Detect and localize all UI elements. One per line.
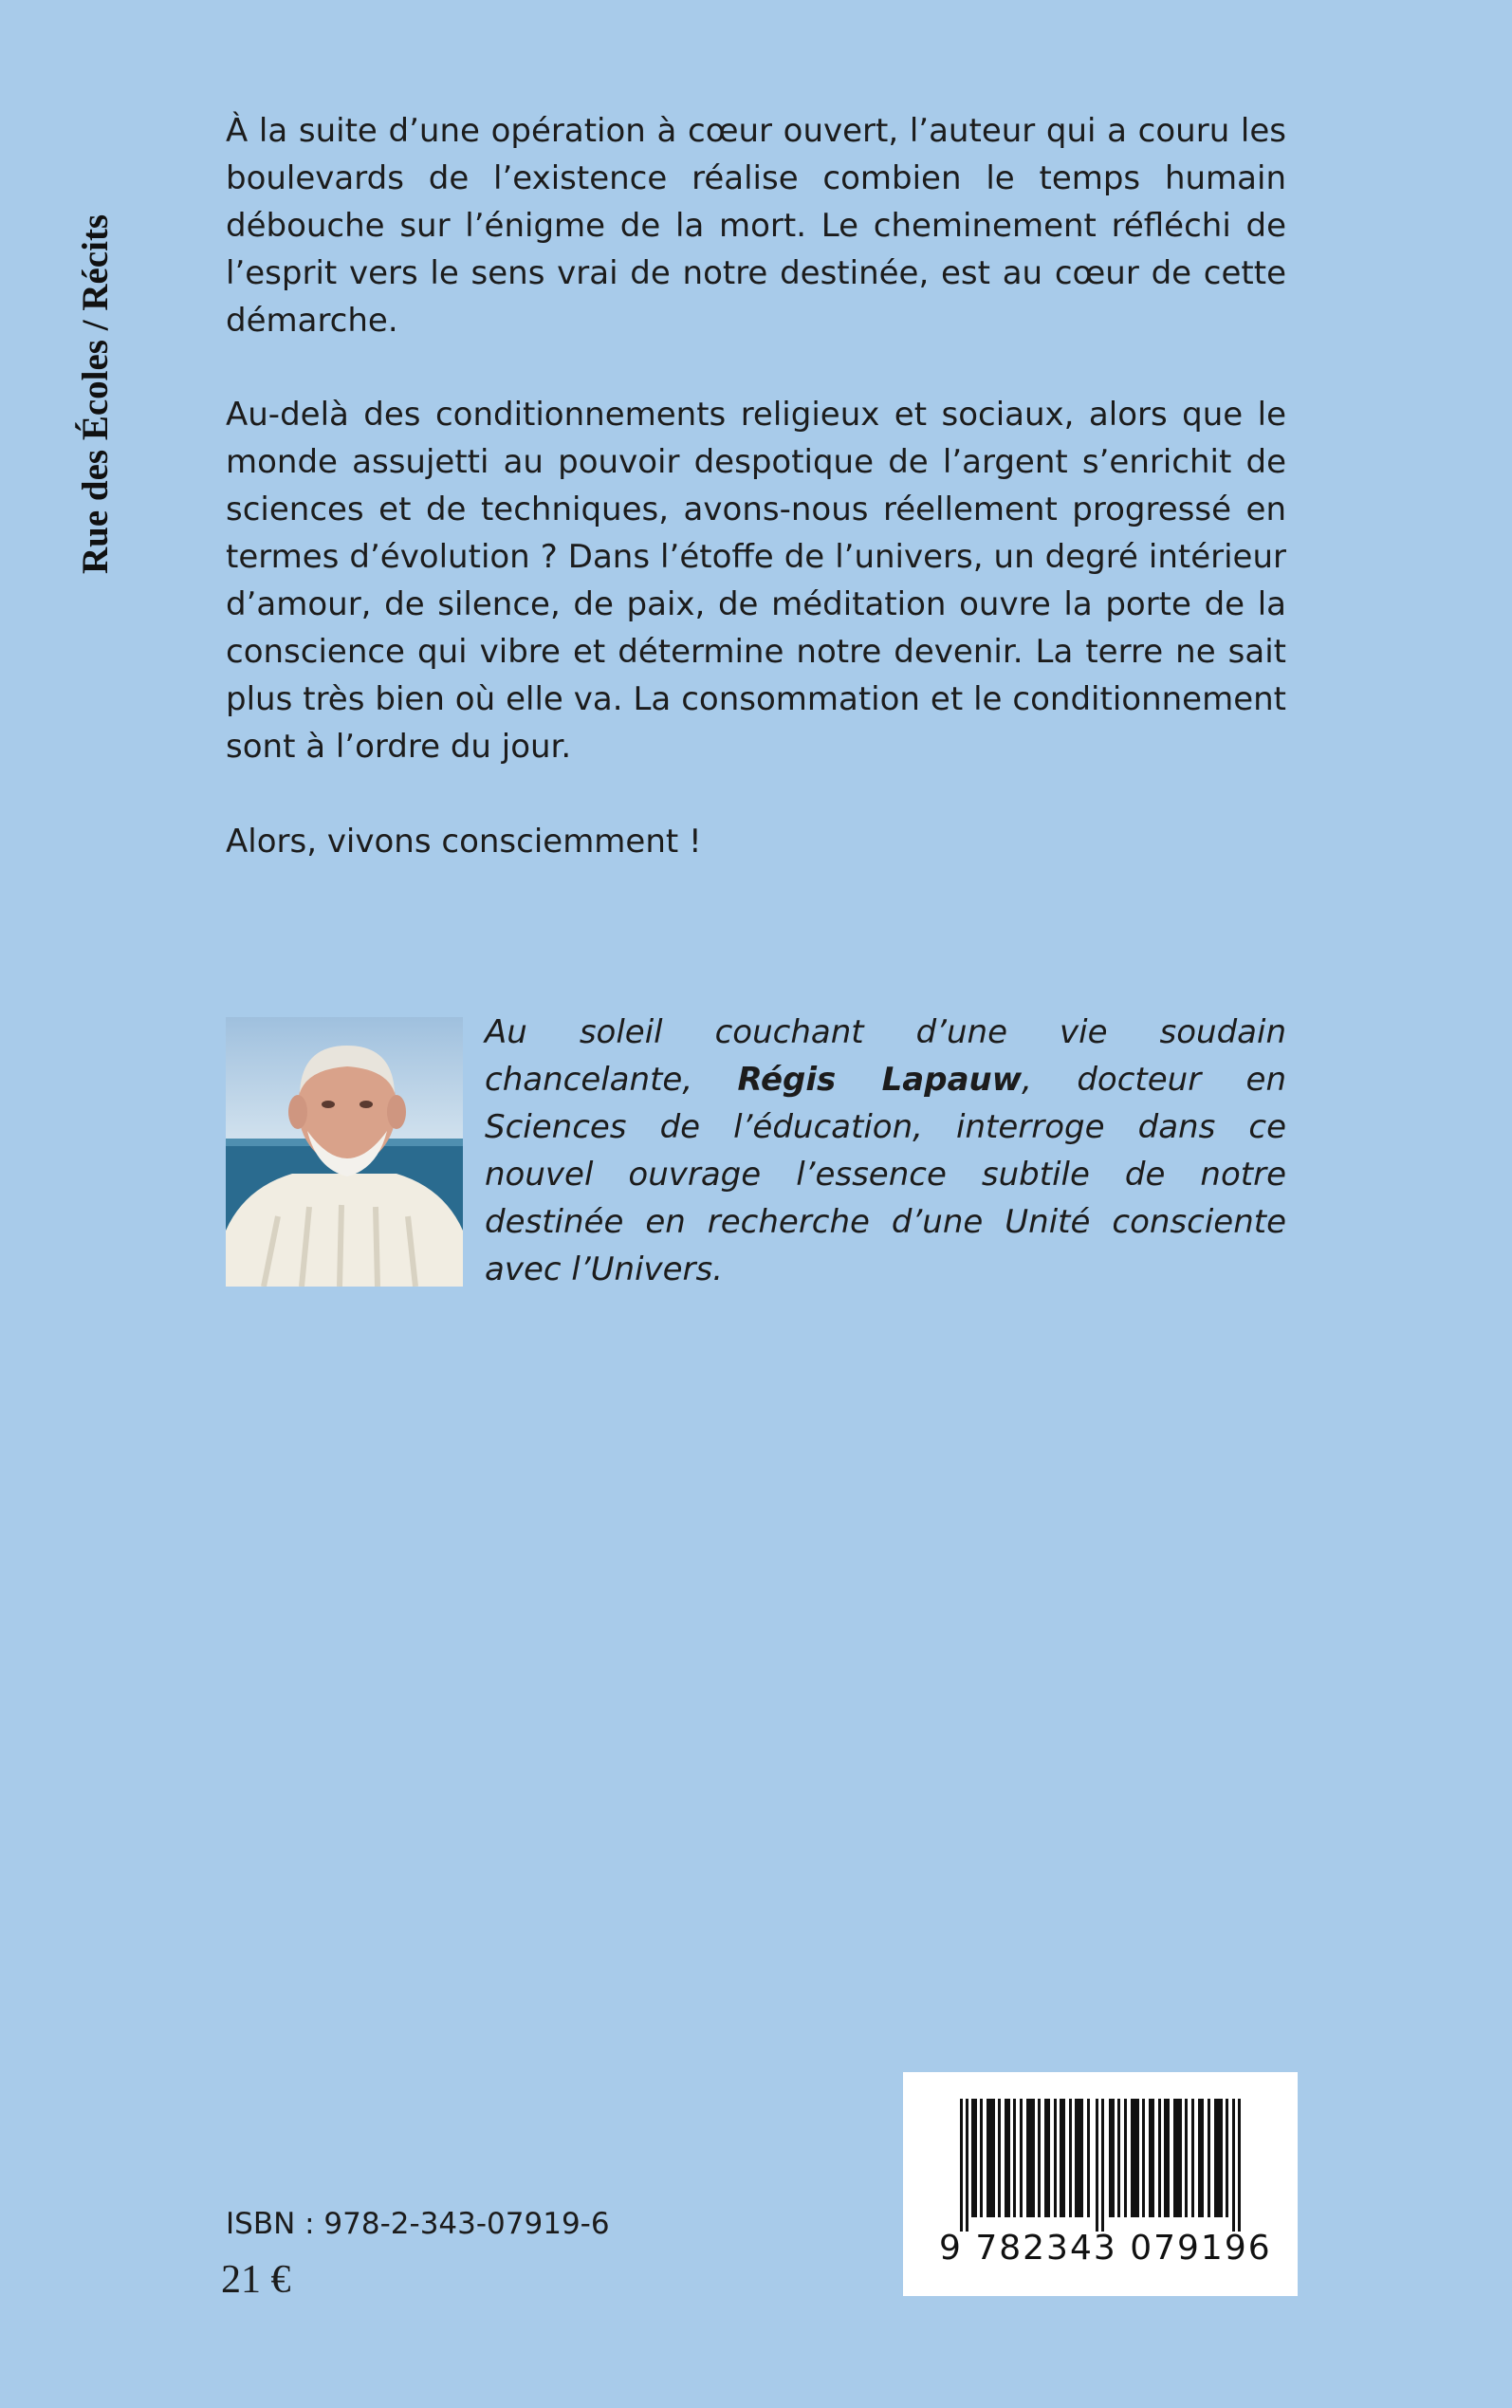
barcode-bars bbox=[960, 2099, 1241, 2232]
author-bio bbox=[485, 1009, 1286, 1293]
isbn-label: ISBN : 978-2-343-07919-6 bbox=[226, 2207, 610, 2241]
synopsis-paragraph-3 bbox=[226, 818, 1286, 865]
synopsis-text-1: À la suite d’une opération à cœur ouvert, l’auteur qui a couru les boulevards de l’existence réalise combien le temps humain débouche sur l’énigme de la mort. Le cheminement réfléchi de l’esprit vers le sens vrai de notre destinée, est au cœur de cette démarche. bbox=[226, 112, 1286, 340]
barcode bbox=[903, 2072, 1298, 2296]
author-bio-rest: , docteur en Sciences de l’éducation, interroge dans ce nouvel ouvrage l’essence subtile de notre destinée en recherche d’une Unité consciente avec l’Univers. bbox=[485, 1061, 1286, 1288]
synopsis-paragraph-1 bbox=[226, 107, 1286, 344]
synopsis-paragraph-2 bbox=[226, 391, 1286, 770]
barcode-number: 9 782343 079196 bbox=[939, 2229, 1272, 2268]
price-label: 21 € bbox=[221, 2258, 291, 2302]
author-bio-intro: Au soleil couchant d’une vie soudain chancelante, bbox=[485, 1013, 1286, 1099]
author-name: Régis Lapauw bbox=[737, 1061, 1023, 1099]
series-spine-label: Rue des Écoles / Récits bbox=[75, 213, 116, 574]
synopsis-text-2: Au-delà des conditionnements religieux et sociaux, alors que le monde assujetti au pouvoir despotique de l’argent s’enrichit de sciences et de techniques, avons-nous réellement progressé en termes d’évolution ? Dans l’étoffe de l’univers, un degré intérieur d’amour, de silence, de paix, de méditation ouvre la porte de la conscience qui vibre et détermine notre devenir. La terre ne sait plus très bien où elle va. La consommation et le conditionnement sont à l’ordre du jour. bbox=[226, 396, 1286, 766]
author-photo bbox=[226, 1017, 463, 1287]
synopsis-text-3: Alors, vivons consciemment ! bbox=[226, 823, 702, 861]
